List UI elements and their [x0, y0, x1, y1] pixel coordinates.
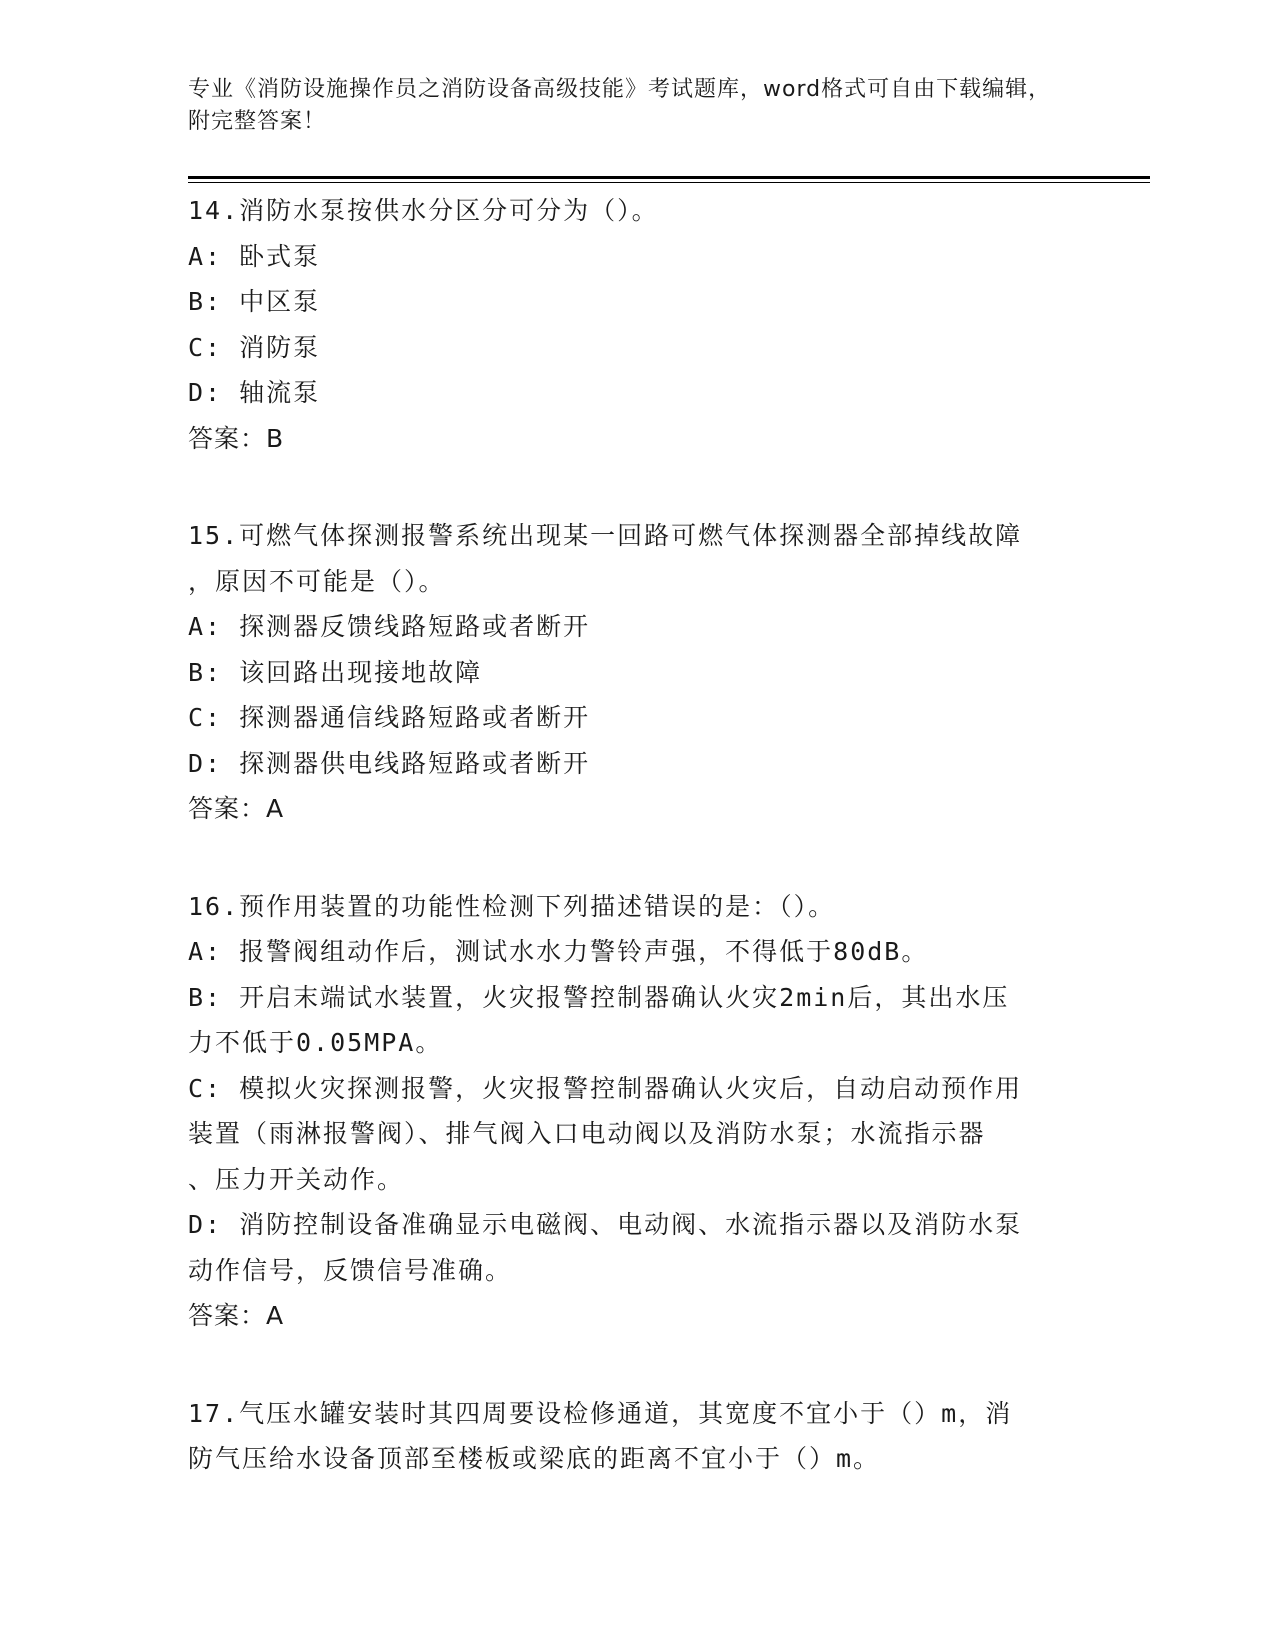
option-c: C: 探测器通信线路短路或者断开: [188, 703, 591, 732]
header-divider-thick: [188, 176, 1150, 179]
option-b: B: 中区泵: [188, 287, 321, 316]
document-intro: 专业《消防设施操作员之消防设备高级技能》考试题库，word格式可自由下载编辑，附完整答案！: [188, 77, 1052, 134]
question-stem-continued: ，原因不可能是（）。: [188, 566, 446, 596]
option-d-continued: 动作信号，反馈信号准确。: [188, 1255, 513, 1285]
question-stem: 17.气压水罐安装时其四周要设检修通道，其宽度不宜小于（）m，消: [188, 1398, 1013, 1428]
option-b-continued: 力不低于0.05MPA。: [188, 1028, 443, 1057]
option-d: D: 探测器供电线路短路或者断开: [188, 748, 591, 778]
option-d: D: 消防控制设备准确显示电磁阀、电动阀、水流指示器以及消防水泵: [188, 1210, 1023, 1239]
option-a: A: 探测器反馈线路短路或者断开: [188, 612, 591, 641]
question-14: [188, 188, 1088, 461]
option-c: C: 模拟火灾探测报警，火灾报警控制器确认火灾后，自动启动预作用: [188, 1073, 1023, 1103]
question-stem: 15.可燃气体探测报警系统出现某一回路可燃气体探测器全部掉线故障: [188, 521, 1023, 550]
option-a: A: 卧式泵: [188, 241, 321, 271]
option-a: A: 报警阀组动作后，测试水水力警铃声强，不得低于80dB。: [188, 937, 929, 966]
question-15: [188, 513, 1088, 832]
answer-line: 答案：B: [188, 423, 285, 453]
option-d: D: 轴流泵: [188, 378, 321, 407]
option-c: C: 消防泵: [188, 332, 321, 362]
answer-line: 答案：A: [188, 1301, 285, 1330]
question-17: [188, 1391, 1088, 1482]
question-stem: 14.消防水泵按供水分区分可分为（）。: [188, 196, 659, 225]
answer-line: 答案：A: [188, 794, 285, 823]
question-16: [188, 884, 1088, 1339]
option-b: B: 该回路出现接地故障: [188, 657, 483, 687]
option-c-continued: 装置（雨淋报警阀）、排气阀入口电动阀以及消防水泵；水流指示器: [188, 1119, 986, 1148]
question-stem: 16.预作用装置的功能性检测下列描述错误的是：（）。: [188, 891, 836, 921]
header-divider-thin: [188, 182, 1150, 183]
option-b: B: 开启末端试水装置，火灾报警控制器确认火灾2min后，其出水压: [188, 982, 1010, 1012]
question-list: [188, 188, 1088, 1534]
question-stem-continued: 防气压给水设备顶部至楼板或梁底的距离不宜小于（）m。: [188, 1444, 881, 1473]
option-c-continued-2: 、压力开关动作。: [188, 1164, 405, 1194]
